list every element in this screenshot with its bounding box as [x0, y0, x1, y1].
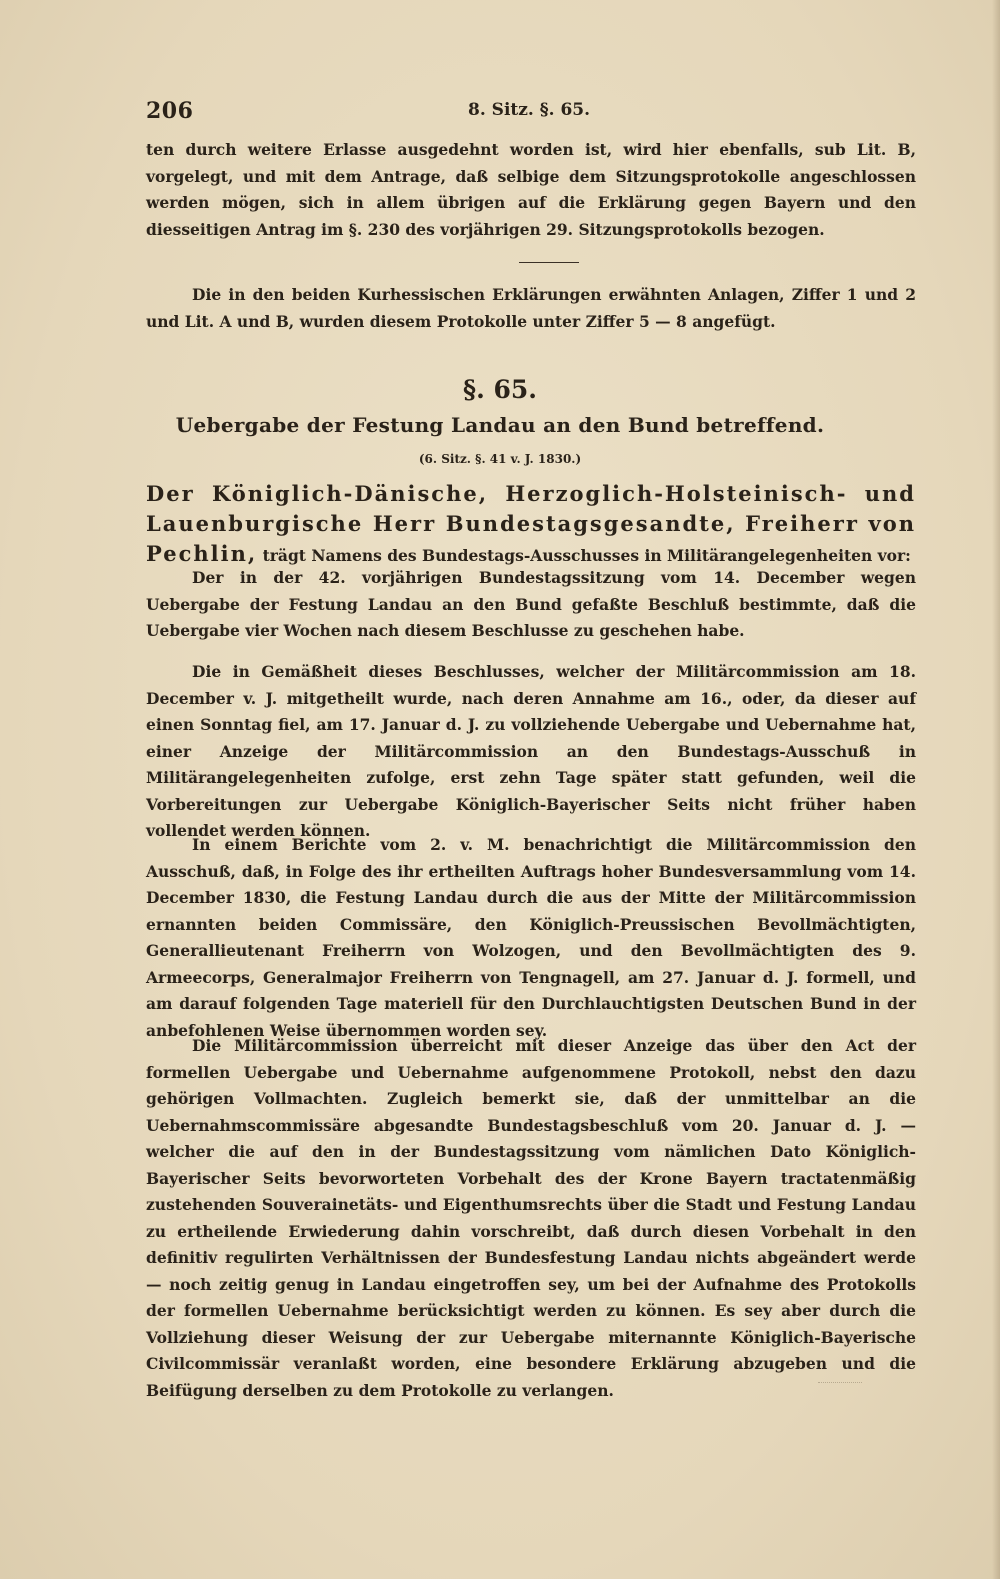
paragraph-report: In einem Berichte vom 2. v. M. benachrichtigt die Militärcommission den Ausschuß, daß, in Folge des ihr ertheilten Auftrags hoher Bundesversammlung vom 14. December 1830, die Festung Landau durch die aus der Mitte der Militärcommission ernannten beiden Commissäre, den Königlich-Preussischen Bevollmächtigten, Generallieutenant Freiherrn von Wolzogen, und den Bevollmächtigten des 9. Armeecorps, Generalmajor Freiherrn von Tengnagell, am 27. Januar d. J. formell, und am darauf folgenden Tage materiell für den Durchlauchtigsten Deutschen Bund in der anbefohlenen Weise übernommen worden sey. [146, 835, 916, 1040]
page-header [146, 98, 846, 128]
running-head: 8. Sitz. §. 65. [468, 100, 591, 120]
separator-rule [519, 262, 579, 263]
paragraph-speaker [146, 480, 916, 570]
speaker-name: Der Königlich-Dänische, Herzoglich-Holsteinisch- und Lauenburgische Herr Bundestagsgesandte, Freiherr von Pechlin, [146, 481, 916, 566]
speaker-remainder: trägt Namens des Bundestags-Ausschusses in Militärangelegenheiten vor: [257, 546, 911, 565]
paragraph-handover-date: Die in Gemäßheit dieses Beschlusses, welcher der Militärcommission am 18. December v. J. mitgetheilt wurde, nach deren Annahme am 16., oder, da dieser auf einen Sonntag fiel, am 17. Januar d. J. zu vollziehende Uebergabe und Uebernahme hat, einer Anzeige der Militärcommission an den Bundestags-Ausschuß in Militärangelegenheiten zufolge, erst zehn Tage später statt gefunden, weil die Vorbereitungen zur Uebergabe Königlich-Bayerischer Seits nicht früher haben vollendet werden können. [146, 662, 916, 840]
page-edge-shade [992, 0, 1000, 1579]
paragraph-annexes: Die in den beiden Kurhessischen Erklärungen erwähnten Anlagen, Ziffer 1 und 2 und Lit. A und B, wurden diesem Protokolle unter Ziffer 5 — 8 angefügt. [146, 285, 916, 331]
page-number: 206 [146, 98, 194, 124]
paragraph-protocol: Die Militärcommission überreicht mit dieser Anzeige das über den Act der formellen Uebergabe und Uebernahme aufgenommene Protokoll, nebst den dazu gehörigen Vollmachten. Zugleich bemerkt sie, daß der unmittelbar an die Uebernahmscommissäre abgesandte Bundestagsbeschluß vom 20. Januar d. J. — welcher die auf den in der Bundestagssitzung vom nämlichen Dato Königlich-Bayerischer Seits bevorworteten Vorbehalt des der Krone Bayern tractatenmäßig zustehenden Souverainetäts- und Eigenthumsrechts über die Stadt und Festung Landau zu ertheilende Erwiederung dahin vorschreibt, daß durch diesen Vorbehalt in den definitiv regulirten Verhältnissen der Bundesfestung Landau nichts abgeändert werde — noch zeitig genug in Landau eingetroffen sey, um bei der Aufnahme des Protokolls der formellen Uebernahme berücksichtigt werden zu können. Es sey aber durch die Vollziehung dieser Weisung der zur Uebergabe miternannte Königlich-Bayerische Civilcommissär veranlaßt worden, eine besondere Erklärung abzugeben und die Beifügung derselben zu dem Protokolle zu verlangen. [146, 1036, 916, 1400]
section-title: Uebergabe der Festung Landau an den Bund betreffend. [175, 413, 825, 437]
section-reference: (6. Sitz. §. 41 v. J. 1830.) [418, 452, 582, 466]
section-number: §. 65. [463, 375, 537, 404]
paragraph-resolution: Der in der 42. vorjährigen Bundestagssitzung vom 14. December wegen Uebergabe der Festung Landau an den Bund gefaßte Beschluß bestimmte, daß die Uebergabe vier Wochen nach diesem Beschlusse zu geschehen habe. [146, 568, 916, 640]
paragraph-continuation: ten durch weitere Erlasse ausgedehnt worden ist, wird hier ebenfalls, sub Lit. B, vorgelegt, und mit dem Antrage, daß selbige dem Sitzungsprotokolle angeschlossen werden mögen, sich in allem übrigen auf die Erklärung gegen Bayern und den diesseitigen Antrag im §. 230 des vorjährigen 29. Sitzungsprotokolls bezogen. [146, 140, 916, 239]
ink-smudge [818, 1368, 862, 1383]
